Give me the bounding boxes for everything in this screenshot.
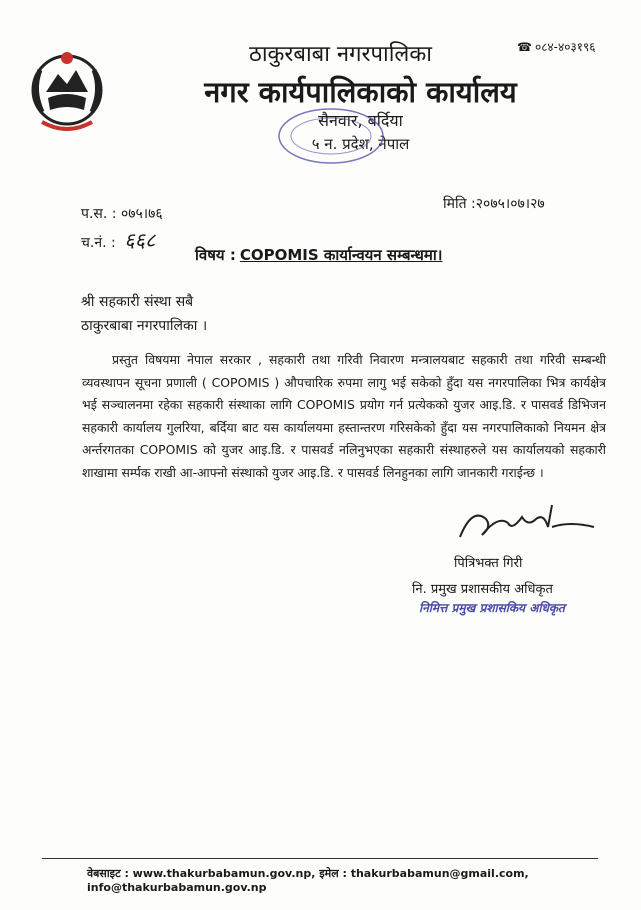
date-value: २०७५।०७।२७ [475,196,545,212]
signer-name: पित्रिभक्त गिरी [454,556,523,571]
office-location: सैनवार, बर्दिया [318,111,403,130]
addressee-line-2: ठाकुरबाबा नगरपालिका । [81,318,208,334]
letter-body: प्रस्तुत विषयमा नेपाल सरकार , सहकारी तथा गरिवी निवारण मन्त्रालयबाट सहकारी तथा गरिवी सम्बन्धी व्यवस्थापन सूचना प्रणाली ( COPOMIS ) औपचारिक रुपमा लागु भई सकेको हुँदा यस नगरपालिका भित्र कार्यक्षेत्र भई सञ्चालनमा रहेका सहकारी संस्थाका लागि COPOMIS प्रयोग गर्न प्रत्येकको युजर आइ.डि. र पासवर्ड डिभिजन सहकारी कार्यालय गुलरिया, बर्दिया बाट यस कार्यालयमा हस्तान्तरण गरिसकेको हुँदा यस नगरपालिकाको नियमन क्षेत्र अर्न्तरगतका COPOMIS को युजर आइ.डि. र पासवर्ड नलिनुभएका सहकारी संस्थाहरुले यस कार्यालयको सहकारी शाखामा सर्म्पक राखी आ-आफ्नो संस्थाको युजर आइ.डि. र पासवर्ड लिनहुनका लागि जानकारी गराईन्छ । [82,352,606,480]
subject-label: विषय : [195,246,236,264]
phone-number [517,38,595,55]
letter-date: मिति :२०७५।०७।२७ [443,196,545,212]
subject-text: COPOMIS कार्यान्वयन सम्बन्धमा। [239,246,443,264]
signature-icon [452,497,602,547]
office-province: ५ न. प्रदेश, नेपाल [311,135,410,153]
footer-divider [42,858,598,859]
ps-label: प.स. [81,206,108,222]
dispatch-number: च.नं. : ६६८ [81,228,156,252]
ps-value: ०७५।७६ [120,206,163,222]
footer-contact: वेबसाइट : www.thakurbabamun.gov.np, इमेल : thakurbabamun@gmail.com, info@thakurbabamun.gov.np [87,867,529,894]
municipality-name: ठाकुरबाबा नगरपालिका [249,42,432,67]
telephone-icon: ☎ [517,40,532,54]
chn-label: च.नं. [81,235,107,251]
addressee-line-1: श्री सहकारी संस्था सबै [81,294,194,310]
date-label: मिति [443,196,467,212]
phone-value: ०८४-४०३१९६ [534,40,596,54]
subject-line [195,245,442,265]
letter-reference-number: प.स. : ०७५।७६ [81,206,163,222]
chn-value: ६६८ [124,228,156,252]
office-name: नगर कार्यपालिकाको कार्यालय [204,75,517,109]
office-stamp-icon [275,105,387,167]
signer-title: नि. प्रमुख प्रशासकीय अधिकृत [412,582,553,597]
signer-stamp-title: निमित्त प्रमुख प्रशासकिय अधिकृत [419,601,565,615]
